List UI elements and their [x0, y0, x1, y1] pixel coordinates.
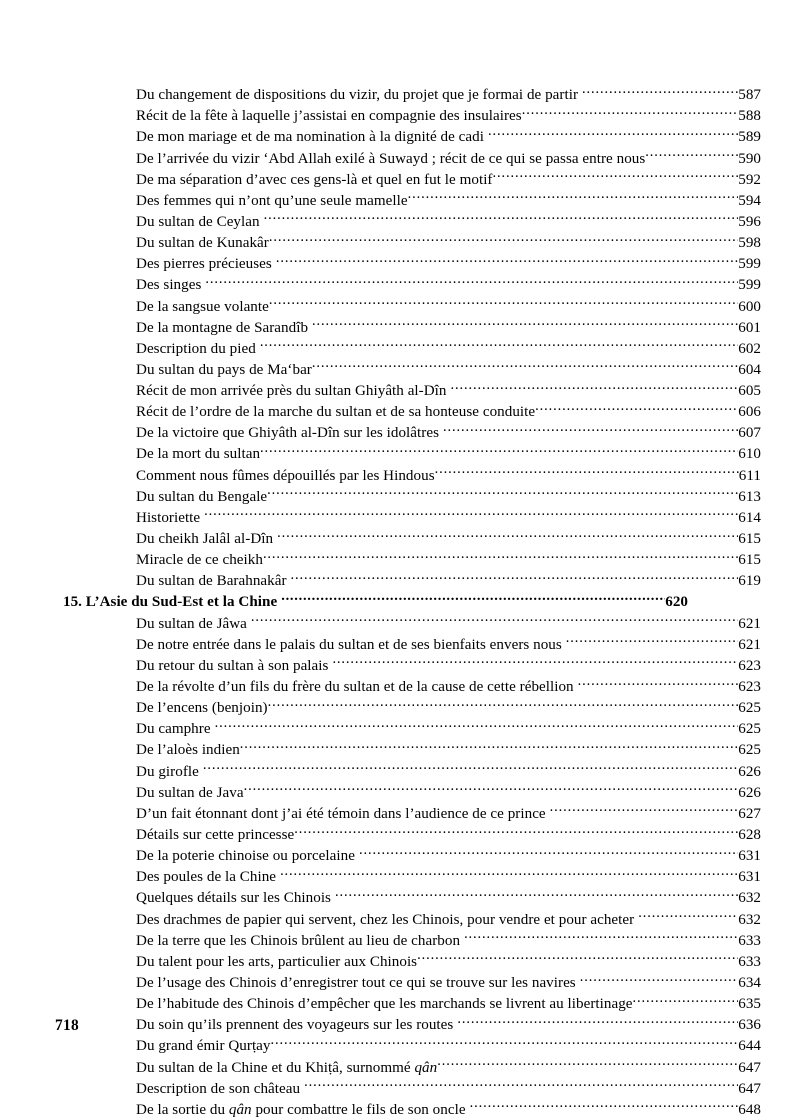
toc-page-number: 619 — [738, 573, 761, 590]
toc-entry[interactable] — [63, 401, 761, 422]
toc-dot-leader — [280, 866, 738, 881]
toc-entry-title: De la montagne de Sarandîb — [136, 319, 309, 336]
toc-entry[interactable] — [63, 1078, 761, 1099]
toc-entry-title: De l’habitude des Chinois d’empêcher que les marchands se livrent au libertinage — [136, 996, 633, 1013]
toc-dot-leader — [408, 190, 739, 205]
toc-entry-title: Des femmes qui n’ont qu’une seule mamelle — [136, 192, 408, 209]
toc-page-number: 625 — [738, 721, 761, 738]
toc-page-number: 647 — [738, 1059, 761, 1076]
toc-entry[interactable] — [63, 824, 761, 845]
toc-entry[interactable] — [63, 930, 761, 951]
toc-entry[interactable] — [63, 676, 761, 697]
toc-entry-title: Du sultan du Bengale — [136, 488, 268, 505]
toc-page-number: 598 — [738, 235, 761, 252]
toc-entry-title: D’un fait étonnant dont j’ai été témoin dans l’audience de ce prince — [136, 805, 546, 822]
toc-dot-leader — [294, 824, 738, 839]
toc-entry[interactable] — [63, 1056, 761, 1077]
toc-entry-title: De mon mariage et de ma nomination à la dignité de cadi — [136, 129, 484, 146]
toc-page-number: 605 — [738, 383, 761, 400]
toc-dot-leader — [203, 761, 738, 776]
toc-entry-title: De la sangsue volante — [136, 298, 269, 315]
toc-entry-title-italic: qân — [414, 1059, 438, 1076]
toc-page-number: 602 — [738, 340, 761, 357]
toc-entry[interactable] — [63, 655, 761, 676]
toc-page-number: 647 — [738, 1080, 761, 1097]
toc-dot-leader — [268, 697, 739, 712]
toc-entry-title: Du soin qu’ils prennent des voyageurs sur les routes — [136, 1017, 454, 1034]
toc-entry[interactable] — [63, 147, 761, 168]
toc-dot-leader — [359, 845, 738, 860]
toc-entry-title: Récit de la fête à laquelle j’assistai en compagnie des insulaires — [136, 108, 522, 125]
toc-dot-leader — [451, 380, 739, 395]
toc-dot-leader — [535, 401, 738, 416]
toc-page-number: 628 — [738, 827, 761, 844]
toc-entry[interactable] — [63, 465, 761, 486]
toc-entry-title: De la victoire que Ghiyâth al-Dîn sur les idolâtres — [136, 425, 439, 442]
toc-entry[interactable] — [63, 739, 761, 760]
toc-entry-title: De la terre que les Chinois brûlent au lieu de charbon — [136, 932, 461, 949]
toc-entry[interactable] — [63, 972, 761, 993]
toc-dot-leader — [470, 1099, 739, 1114]
toc-dot-leader — [332, 655, 738, 670]
toc-dot-leader — [271, 1035, 739, 1050]
toc-page-number: 636 — [738, 1017, 761, 1034]
toc-page-number: 600 — [738, 298, 761, 315]
toc-entry[interactable] — [63, 697, 761, 718]
toc-entry-title: Du sultan de Kunakâr — [136, 235, 269, 252]
toc-entry[interactable] — [63, 1014, 761, 1035]
toc-page-number: 634 — [738, 975, 761, 991]
toc-entry-title: De l’encens (benjoin) — [136, 700, 268, 717]
toc-page-number: 626 — [738, 763, 761, 780]
toc-page-number: 625 — [738, 742, 761, 759]
toc-entry-title: De la poterie chinoise ou porcelaine — [136, 848, 355, 865]
toc-dot-leader — [205, 274, 738, 289]
toc-entry[interactable] — [63, 507, 761, 528]
toc-dot-leader — [580, 972, 739, 987]
toc-entry[interactable] — [63, 380, 761, 401]
toc-page-number: 610 — [738, 446, 761, 463]
toc-page-number: 632 — [738, 911, 761, 928]
toc-dot-leader — [267, 486, 738, 501]
toc-entry[interactable] — [63, 232, 761, 253]
toc-entry[interactable] — [63, 887, 761, 908]
toc-entry[interactable] — [63, 359, 761, 380]
toc-dot-leader — [443, 422, 738, 437]
toc-dot-leader — [276, 253, 738, 268]
toc-dot-leader — [291, 570, 739, 585]
toc-entry[interactable] — [63, 295, 761, 316]
toc-page-number: 635 — [738, 996, 761, 1013]
toc-entry[interactable] — [63, 422, 761, 443]
toc-entry[interactable] — [63, 845, 761, 866]
toc-page-number: 601 — [738, 319, 761, 336]
toc-entry-title: Du sultan de la Chine et du Khiṭâ, surnommé qân — [136, 1059, 438, 1076]
toc-entry-title: Quelques détails sur les Chinois — [136, 890, 331, 907]
toc-dot-leader — [251, 613, 738, 628]
toc-entry[interactable] — [63, 570, 761, 591]
toc-dot-leader — [645, 147, 738, 162]
toc-dot-leader — [437, 1056, 738, 1071]
toc-page-number: 589 — [738, 129, 761, 146]
toc-page-number: 627 — [738, 805, 761, 822]
toc-entry-title: De l’usage des Chinois d’enregistrer tout ce qui se trouve sur les navires — [136, 975, 576, 991]
toc-entry[interactable] — [63, 443, 761, 464]
toc-entry[interactable] — [63, 613, 761, 634]
toc-dot-leader — [578, 676, 739, 691]
toc-dot-leader — [260, 338, 738, 353]
toc-page-number: 644 — [738, 1038, 761, 1055]
toc-page-number: 615 — [738, 531, 761, 548]
toc-dot-leader — [457, 1014, 738, 1029]
toc-page-number: 625 — [738, 700, 761, 717]
toc-dot-leader — [638, 908, 738, 923]
toc-dot-leader — [633, 993, 739, 1008]
toc-dot-leader — [488, 126, 738, 141]
toc-page-number: 633 — [738, 953, 761, 970]
toc-entry-title: Récit de l’ordre de la marche du sultan et de sa honteuse conduite — [136, 404, 536, 421]
folio-number: 718 — [55, 1017, 79, 1034]
toc-dot-leader — [582, 84, 738, 99]
toc-entry[interactable] — [63, 105, 761, 126]
toc-entry-title: Des drachmes de papier qui servent, chez les Chinois, pour vendre et pour acheter — [136, 911, 635, 928]
toc-entry[interactable] — [63, 993, 761, 1014]
toc-page-number: 606 — [738, 404, 761, 421]
toc-dot-leader — [312, 317, 738, 332]
toc-entry-title: Des singes — [136, 277, 202, 294]
toc-page-number: 620 — [665, 594, 688, 611]
toc-dot-leader — [240, 739, 738, 754]
toc-dot-leader — [269, 232, 738, 247]
toc-dot-leader — [312, 359, 738, 374]
toc-entry-title: Comment nous fûmes dépouillés par les Hindous — [136, 467, 435, 484]
toc-page-number: 648 — [738, 1101, 761, 1118]
toc-page-number: 623 — [738, 679, 761, 696]
toc-dot-leader — [277, 528, 738, 543]
toc-entry[interactable] — [63, 253, 761, 274]
toc-dot-leader — [264, 211, 739, 226]
toc-dot-leader — [260, 443, 738, 458]
toc-dot-leader — [204, 507, 738, 522]
toc-page-number: 615 — [738, 552, 761, 569]
toc-entry-title: Du sultan du pays de Ma‘bar — [136, 361, 312, 378]
toc-page-number: 631 — [738, 848, 761, 865]
toc-page-number: 599 — [738, 277, 761, 294]
toc-entry-title: De l’arrivée du vizir ‘Abd Allah exilé à Suwayd ; récit de ce qui se passa entre nous — [136, 150, 646, 167]
toc-entry-title-italic: qân — [228, 1101, 252, 1118]
toc-dot-leader — [269, 295, 738, 310]
toc-page-number: 611 — [738, 467, 761, 484]
toc-page-number: 587 — [738, 87, 761, 104]
toc-entry-title: Du grand émir Qurṭay — [136, 1038, 271, 1055]
toc-entry-title: 15. L’Asie du Sud-Est et la Chine — [63, 594, 278, 611]
toc-page-number: 632 — [738, 890, 761, 907]
toc-entry-title: Des poules de la Chine — [136, 869, 277, 886]
toc-page-number: 596 — [738, 213, 761, 230]
toc-page-number: 599 — [738, 256, 761, 273]
toc-dot-leader — [215, 718, 739, 733]
toc-entry-title: Du sultan de Barahnakâr — [136, 573, 287, 590]
toc-page-number: 594 — [738, 192, 761, 209]
toc-entry[interactable] — [63, 908, 761, 929]
toc-entry-title: Du sultan de Ceylan — [136, 213, 260, 230]
table-of-contents — [63, 84, 761, 1120]
toc-page-number: 588 — [738, 108, 761, 125]
toc-page-number: 621 — [738, 636, 761, 653]
toc-chapter-entry[interactable] — [63, 591, 688, 612]
toc-dot-leader — [281, 591, 665, 606]
toc-dot-leader — [244, 782, 739, 797]
toc-entry[interactable] — [63, 211, 761, 232]
toc-entry-title: Du talent pour les arts, particulier aux Chinois — [136, 953, 418, 970]
toc-entry-title: Des pierres précieuses — [136, 256, 272, 273]
toc-entry-title: De la sortie du qân pour combattre le fils de son oncle — [136, 1101, 466, 1118]
toc-page-number: 613 — [738, 488, 761, 505]
toc-entry[interactable] — [63, 866, 761, 887]
toc-dot-leader — [566, 634, 738, 649]
toc-entry[interactable] — [63, 803, 761, 824]
toc-page-number: 626 — [738, 784, 761, 801]
toc-entry-title: De notre entrée dans le palais du sultan et de ses bienfaits envers nous — [136, 636, 562, 653]
toc-dot-leader — [522, 105, 739, 120]
toc-page-number: 604 — [738, 361, 761, 378]
toc-entry[interactable] — [63, 1099, 761, 1120]
toc-entry-title: Du retour du sultan à son palais — [136, 657, 329, 674]
toc-entry-title: Récit de mon arrivée près du sultan Ghiyâth al-Dîn — [136, 383, 447, 400]
toc-entry[interactable] — [63, 338, 761, 359]
toc-dot-leader — [335, 887, 738, 902]
toc-page-number: 592 — [738, 171, 761, 188]
toc-entry[interactable] — [63, 634, 761, 655]
toc-dot-leader — [304, 1078, 738, 1093]
toc-dot-leader — [493, 169, 739, 184]
toc-page-number: 621 — [738, 615, 761, 632]
toc-entry-title: Du sultan de Jâwa — [136, 615, 247, 632]
toc-entry[interactable] — [63, 84, 761, 105]
toc-entry-title: Du camphre — [136, 721, 211, 738]
toc-entry[interactable] — [63, 126, 761, 147]
toc-dot-leader — [263, 549, 738, 564]
toc-entry[interactable] — [63, 317, 761, 338]
toc-entry-title: De la mort du sultan — [136, 446, 261, 463]
toc-page-number: 631 — [738, 869, 761, 886]
toc-dot-leader — [417, 951, 738, 966]
toc-entry[interactable] — [63, 1035, 761, 1056]
toc-entry-title: Description de son château — [136, 1080, 301, 1097]
toc-entry[interactable] — [63, 761, 761, 782]
toc-entry-title: De l’aloès indien — [136, 742, 240, 759]
toc-entry-title: Du girofle — [136, 763, 199, 780]
toc-entry[interactable] — [63, 190, 761, 211]
toc-page-number: 590 — [738, 150, 761, 167]
toc-entry-title-tail: pour combattre le fils de son oncle — [251, 1101, 466, 1118]
toc-dot-leader — [550, 803, 739, 818]
toc-entry[interactable] — [63, 718, 761, 739]
toc-entry-title: Du cheikh Jalâl al-Dîn — [136, 531, 274, 548]
toc-page-number: 633 — [738, 932, 761, 949]
toc-entry[interactable] — [63, 528, 761, 549]
toc-entry-title: Miracle de ce cheikh — [136, 552, 263, 569]
toc-dot-leader — [464, 930, 738, 945]
toc-entry-title: Du sultan de Java — [136, 784, 244, 801]
toc-entry[interactable] — [63, 169, 761, 190]
toc-entry[interactable] — [63, 782, 761, 803]
toc-entry-title: De ma séparation d’avec ces gens-là et quel en fut le motif — [136, 171, 493, 188]
toc-entry-title: Description du pied — [136, 340, 256, 357]
toc-page-number: 607 — [738, 425, 761, 442]
toc-entry-title: Détails sur cette princesse — [136, 827, 295, 844]
toc-entry[interactable] — [63, 549, 761, 570]
toc-entry[interactable] — [63, 274, 761, 295]
toc-entry-title: Historiette — [136, 509, 201, 526]
toc-dot-leader — [435, 465, 739, 480]
toc-entry[interactable] — [63, 951, 761, 972]
toc-page-number: 623 — [738, 657, 761, 674]
toc-entry-title: Du changement de dispositions du vizir, du projet que je formai de partir — [136, 87, 579, 104]
toc-entry[interactable] — [63, 486, 761, 507]
toc-page-number: 614 — [738, 509, 761, 526]
toc-entry-title: De la révolte d’un fils du frère du sultan et de la cause de cette rébellion — [136, 679, 574, 696]
